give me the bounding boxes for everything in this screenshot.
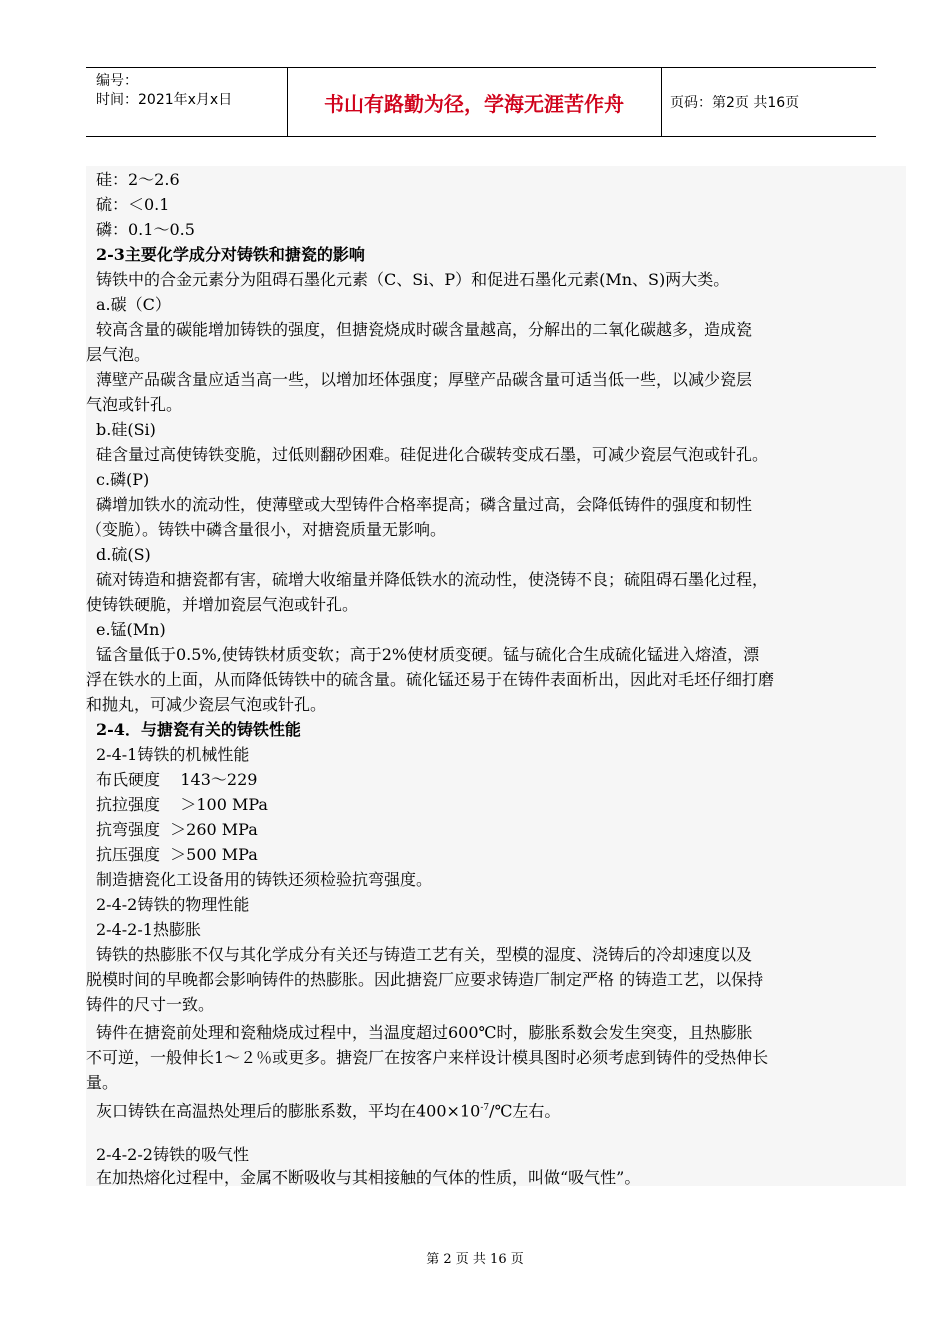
- text-line: 在加热熔化过程中，金属不断吸收与其相接触的气体的性质，叫做“吸气性”。: [96, 1168, 641, 1187]
- text-line: 使铸铁硬脆，并增加瓷层气泡或针孔。: [86, 595, 359, 614]
- text-line: 硫：＜0.1: [96, 195, 170, 214]
- text-line: 薄壁产品碳含量应适当高一些，以增加坯体强度；厚壁产品碳含量可适当低一些，以减少瓷层: [96, 370, 753, 389]
- page-footer: 第 2 页 共 16 页: [426, 1252, 524, 1267]
- text-line: 铸件在搪瓷前处理和瓷釉烧成过程中，当温度超过600℃时，膨胀系数会发生突变，且热膨胀: [96, 1023, 753, 1042]
- doc-time-label: 时间：2021年x月x日: [96, 92, 233, 108]
- text-segment: /℃左右。: [489, 1101, 561, 1121]
- text-line: 气泡或针孔。: [86, 395, 183, 414]
- section-heading: 2-3主要化学成分对铸铁和搪瓷的影响: [96, 245, 365, 264]
- header-motto: 书山有路勤为径，学海无涯苦作舟: [324, 91, 624, 116]
- header-page-info: 页码：第2页 共16页: [670, 95, 800, 111]
- text-line: 铸铁中的合金元素分为阻碍石墨化元素（C、Si、P）和促进石墨化元素(Mn、S)两大类。: [96, 270, 730, 289]
- doc-number-label: 编号：: [96, 73, 138, 89]
- text-line: 2-4-2铸铁的物理性能: [96, 895, 250, 914]
- text-line: 2-4-2-2铸铁的吸气性: [96, 1145, 249, 1164]
- text-line: 抗拉强度 ＞100 MPa: [96, 795, 268, 814]
- text-line: 和抛丸，可减少瓷层气泡或针孔。: [86, 695, 327, 714]
- text-line: 较高含量的碳能增加铸铁的强度，但搪瓷烧成时碳含量越高，分解出的二氧化碳越多，造成瓷: [96, 320, 753, 339]
- text-line: 不可逆，一般伸长1～２％或更多。搪瓷厂在按客户来样设计模具图时必须考虑到铸件的受热伸长: [86, 1048, 769, 1067]
- text-line: 硫对铸造和搪瓷都有害，硫增大收缩量并降低铁水的流动性，使浇铸不良；硫阻碍石墨化过程，: [96, 570, 769, 589]
- text-line: 锰含量低于0.5%,使铸铁材质变软；高于2%使材质变硬。锰与硫化合生成硫化锰进入熔渣，漂: [96, 645, 760, 664]
- text-line: （变脆）。铸铁中磷含量很小，对搪瓷质量无影响。: [86, 520, 447, 539]
- header-divider: [661, 68, 662, 136]
- text-line: 量。: [86, 1073, 119, 1092]
- page-header: [86, 67, 876, 137]
- text-line: d.硫(S): [96, 545, 151, 564]
- text-line: 铸件的尺寸一致。: [86, 995, 215, 1014]
- document-body: [86, 166, 906, 1186]
- text-line: a.碳（C）: [96, 295, 171, 314]
- text-line: 2-4-2-1热膨胀: [96, 920, 201, 939]
- text-line: 抗弯强度 ＞260 MPa: [96, 820, 258, 839]
- text-line: 抗压强度 ＞500 MPa: [96, 845, 258, 864]
- text-line: 磷增加铁水的流动性，使薄壁或大型铸件合格率提高；磷含量过高，会降低铸件的强度和韧性: [96, 495, 753, 514]
- text-line: 硅含量过高使铸铁变脆，过低则翻砂困难。硅促进化合碳转变成石墨，可减少瓷层气泡或针孔。: [96, 445, 769, 464]
- text-line: 磷：0.1～0.5: [96, 220, 195, 239]
- header-meta: [96, 72, 286, 110]
- section-heading: 2-4．与搪瓷有关的铸铁性能: [96, 720, 301, 739]
- text-line: 层气泡。: [86, 345, 151, 364]
- text-line: c.磷(P): [96, 470, 150, 489]
- text-line: 制造搪瓷化工设备用的铸铁还须检验抗弯强度。: [96, 870, 433, 889]
- text-line: 硅：2～2.6: [96, 170, 180, 189]
- text-line: b.硅(Si): [96, 420, 156, 439]
- text-segment: 灰口铸铁在高温热处理后的膨胀系数，平均在400×10: [96, 1101, 481, 1121]
- text-line: 2-4-1铸铁的机械性能: [96, 745, 250, 764]
- text-line: e.锰(Mn): [96, 620, 166, 639]
- text-line: 铸铁的热膨胀不仅与其化学成分有关还与铸造工艺有关，型模的湿度、浇铸后的冷却速度以及: [96, 945, 753, 964]
- text-line: 浮在铁水的上面，从而降低铸铁中的硫含量。硫化锰还易于在铸件表面析出，因此对毛坯仔细打磨: [86, 670, 775, 689]
- text-line: 脱模时间的早晚都会影响铸件的热膨胀。因此搪瓷厂应要求铸造厂制定严格 的铸造工艺，以保持: [86, 970, 764, 989]
- superscript: -7: [480, 1103, 490, 1113]
- text-line: [96, 1098, 560, 1121]
- text-line: 布氏硬度 143～229: [96, 770, 258, 789]
